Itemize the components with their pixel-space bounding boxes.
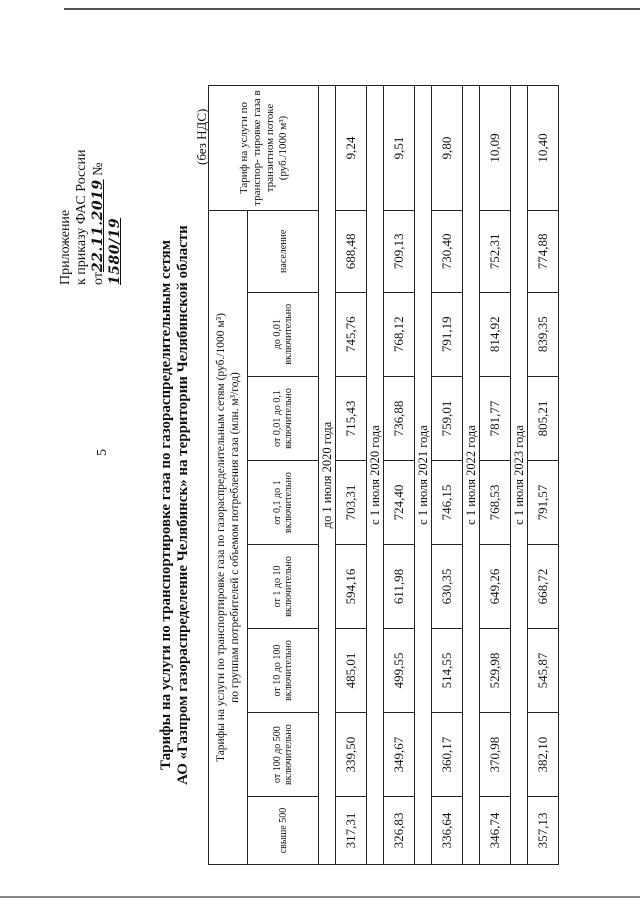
- col-header: от 10 до 100 включительно: [248, 628, 319, 712]
- table-cell: 360,17: [432, 713, 463, 797]
- table-cell: 730,40: [432, 211, 463, 293]
- rotated-document-sheet: [18, 85, 618, 865]
- table-cell: 9,80: [432, 86, 463, 211]
- appendix-date-line: [90, 95, 124, 285]
- table-cell: 768,53: [480, 461, 511, 545]
- table-cell: 791,57: [528, 461, 559, 545]
- col-header: свыше 500: [248, 797, 319, 865]
- col-header: от 0,01 до 0,1 включительно: [248, 376, 319, 460]
- table-cell: 724,40: [384, 461, 415, 545]
- table-cell: 781,77: [480, 376, 511, 460]
- table-cell: 339,50: [336, 713, 367, 797]
- table-cell: 745,76: [336, 292, 367, 376]
- document-title: [158, 225, 192, 785]
- period-row: до 1 июля 2020 года: [319, 86, 336, 865]
- bottom-border-line: [0, 896, 640, 898]
- col-header: до 0,01 включительно: [248, 292, 319, 376]
- table-cell: 10,40: [528, 86, 559, 211]
- table-cell: 9,51: [384, 86, 415, 211]
- table-cell: 545,87: [528, 628, 559, 712]
- col-header: население: [248, 211, 319, 293]
- table-cell: 529,98: [480, 628, 511, 712]
- table-row: [336, 86, 367, 865]
- table-cell: 649,26: [480, 545, 511, 629]
- period-row: с 1 июля 2023 года: [511, 86, 528, 865]
- table-cell: 688,48: [336, 211, 367, 293]
- title-line-1: Тарифы на услуги по транспортировке газа по газораспределительным сетям: [158, 240, 174, 770]
- col-header: от 0,1 до 1 включительно: [248, 461, 319, 545]
- table-cell: 370,98: [480, 713, 511, 797]
- table-cell: 774,88: [528, 211, 559, 293]
- table-cell: 485,01: [336, 628, 367, 712]
- appendix-order-ref: к приказу ФАС России: [74, 149, 89, 285]
- period-row: с 1 июля 2021 года: [415, 86, 432, 865]
- table-cell: 709,13: [384, 211, 415, 293]
- table-cell: 814,92: [480, 292, 511, 376]
- date-prefix: от: [91, 272, 106, 285]
- table-cell: 703,31: [336, 461, 367, 545]
- table-cell: 10,09: [480, 86, 511, 211]
- appendix-block: [58, 95, 124, 285]
- table-main-header: [209, 211, 248, 865]
- table-row: [384, 86, 415, 865]
- table-cell: 611,98: [384, 545, 415, 629]
- table-cell: 668,72: [528, 545, 559, 629]
- table-cell: 736,88: [384, 376, 415, 460]
- table-cell: 746,15: [432, 461, 463, 545]
- table-cell: 514,55: [432, 628, 463, 712]
- table-cell: 759,01: [432, 376, 463, 460]
- table-cell: 382,10: [528, 713, 559, 797]
- period-row: с 1 июля 2020 года: [367, 86, 384, 865]
- number-prefix: №: [91, 162, 106, 176]
- table-cell: 349,67: [384, 713, 415, 797]
- appendix-label: Приложение: [58, 209, 73, 285]
- table-cell: 791,19: [432, 292, 463, 376]
- table-cell: 839,35: [528, 292, 559, 376]
- handwritten-date: 22.11.2019: [90, 179, 106, 273]
- table-cell: 326,83: [384, 797, 415, 865]
- table-row: [432, 86, 463, 865]
- main-header-text: Тарифы на услуги по транспортировке газа по газораспределительным сетям (руб./1000 м³): [215, 313, 227, 763]
- table-cell: 357,13: [528, 797, 559, 865]
- table-cell: 499,55: [384, 628, 415, 712]
- col-header: от 1 до 10 включительно: [248, 545, 319, 629]
- table-row: [528, 86, 559, 865]
- col-header: от 100 до 500 включительно: [248, 713, 319, 797]
- page-number: 5: [95, 449, 110, 456]
- table-cell: 317,31: [336, 797, 367, 865]
- table-cell: 336,64: [432, 797, 463, 865]
- table-cell: 768,12: [384, 292, 415, 376]
- vat-note: (без НДС): [194, 108, 209, 165]
- period-row: с 1 июля 2022 года: [463, 86, 480, 865]
- top-border-line: [64, 8, 640, 10]
- title-line-2: АО «Газпром газораспределение Челябинск» на территории Челябинской области: [175, 225, 191, 785]
- table-cell: 594,16: [336, 545, 367, 629]
- table-cell: 805,21: [528, 376, 559, 460]
- table-row: [480, 86, 511, 865]
- table-cell: 752,31: [480, 211, 511, 293]
- table-cell: 630,35: [432, 545, 463, 629]
- table-cell: 346,74: [480, 797, 511, 865]
- transit-tariff-header: Тариф на услуги по транспор- тировке газа в транзитном потоке (руб./1000 м³): [209, 86, 319, 211]
- tariff-table: [208, 85, 559, 865]
- sub-header-text: по группам потребителей с объемом потребления газа (млн. м³/год): [229, 372, 241, 703]
- handwritten-number: 1580/19: [107, 217, 123, 285]
- table-cell: 9,24: [336, 86, 367, 211]
- table-cell: 715,43: [336, 376, 367, 460]
